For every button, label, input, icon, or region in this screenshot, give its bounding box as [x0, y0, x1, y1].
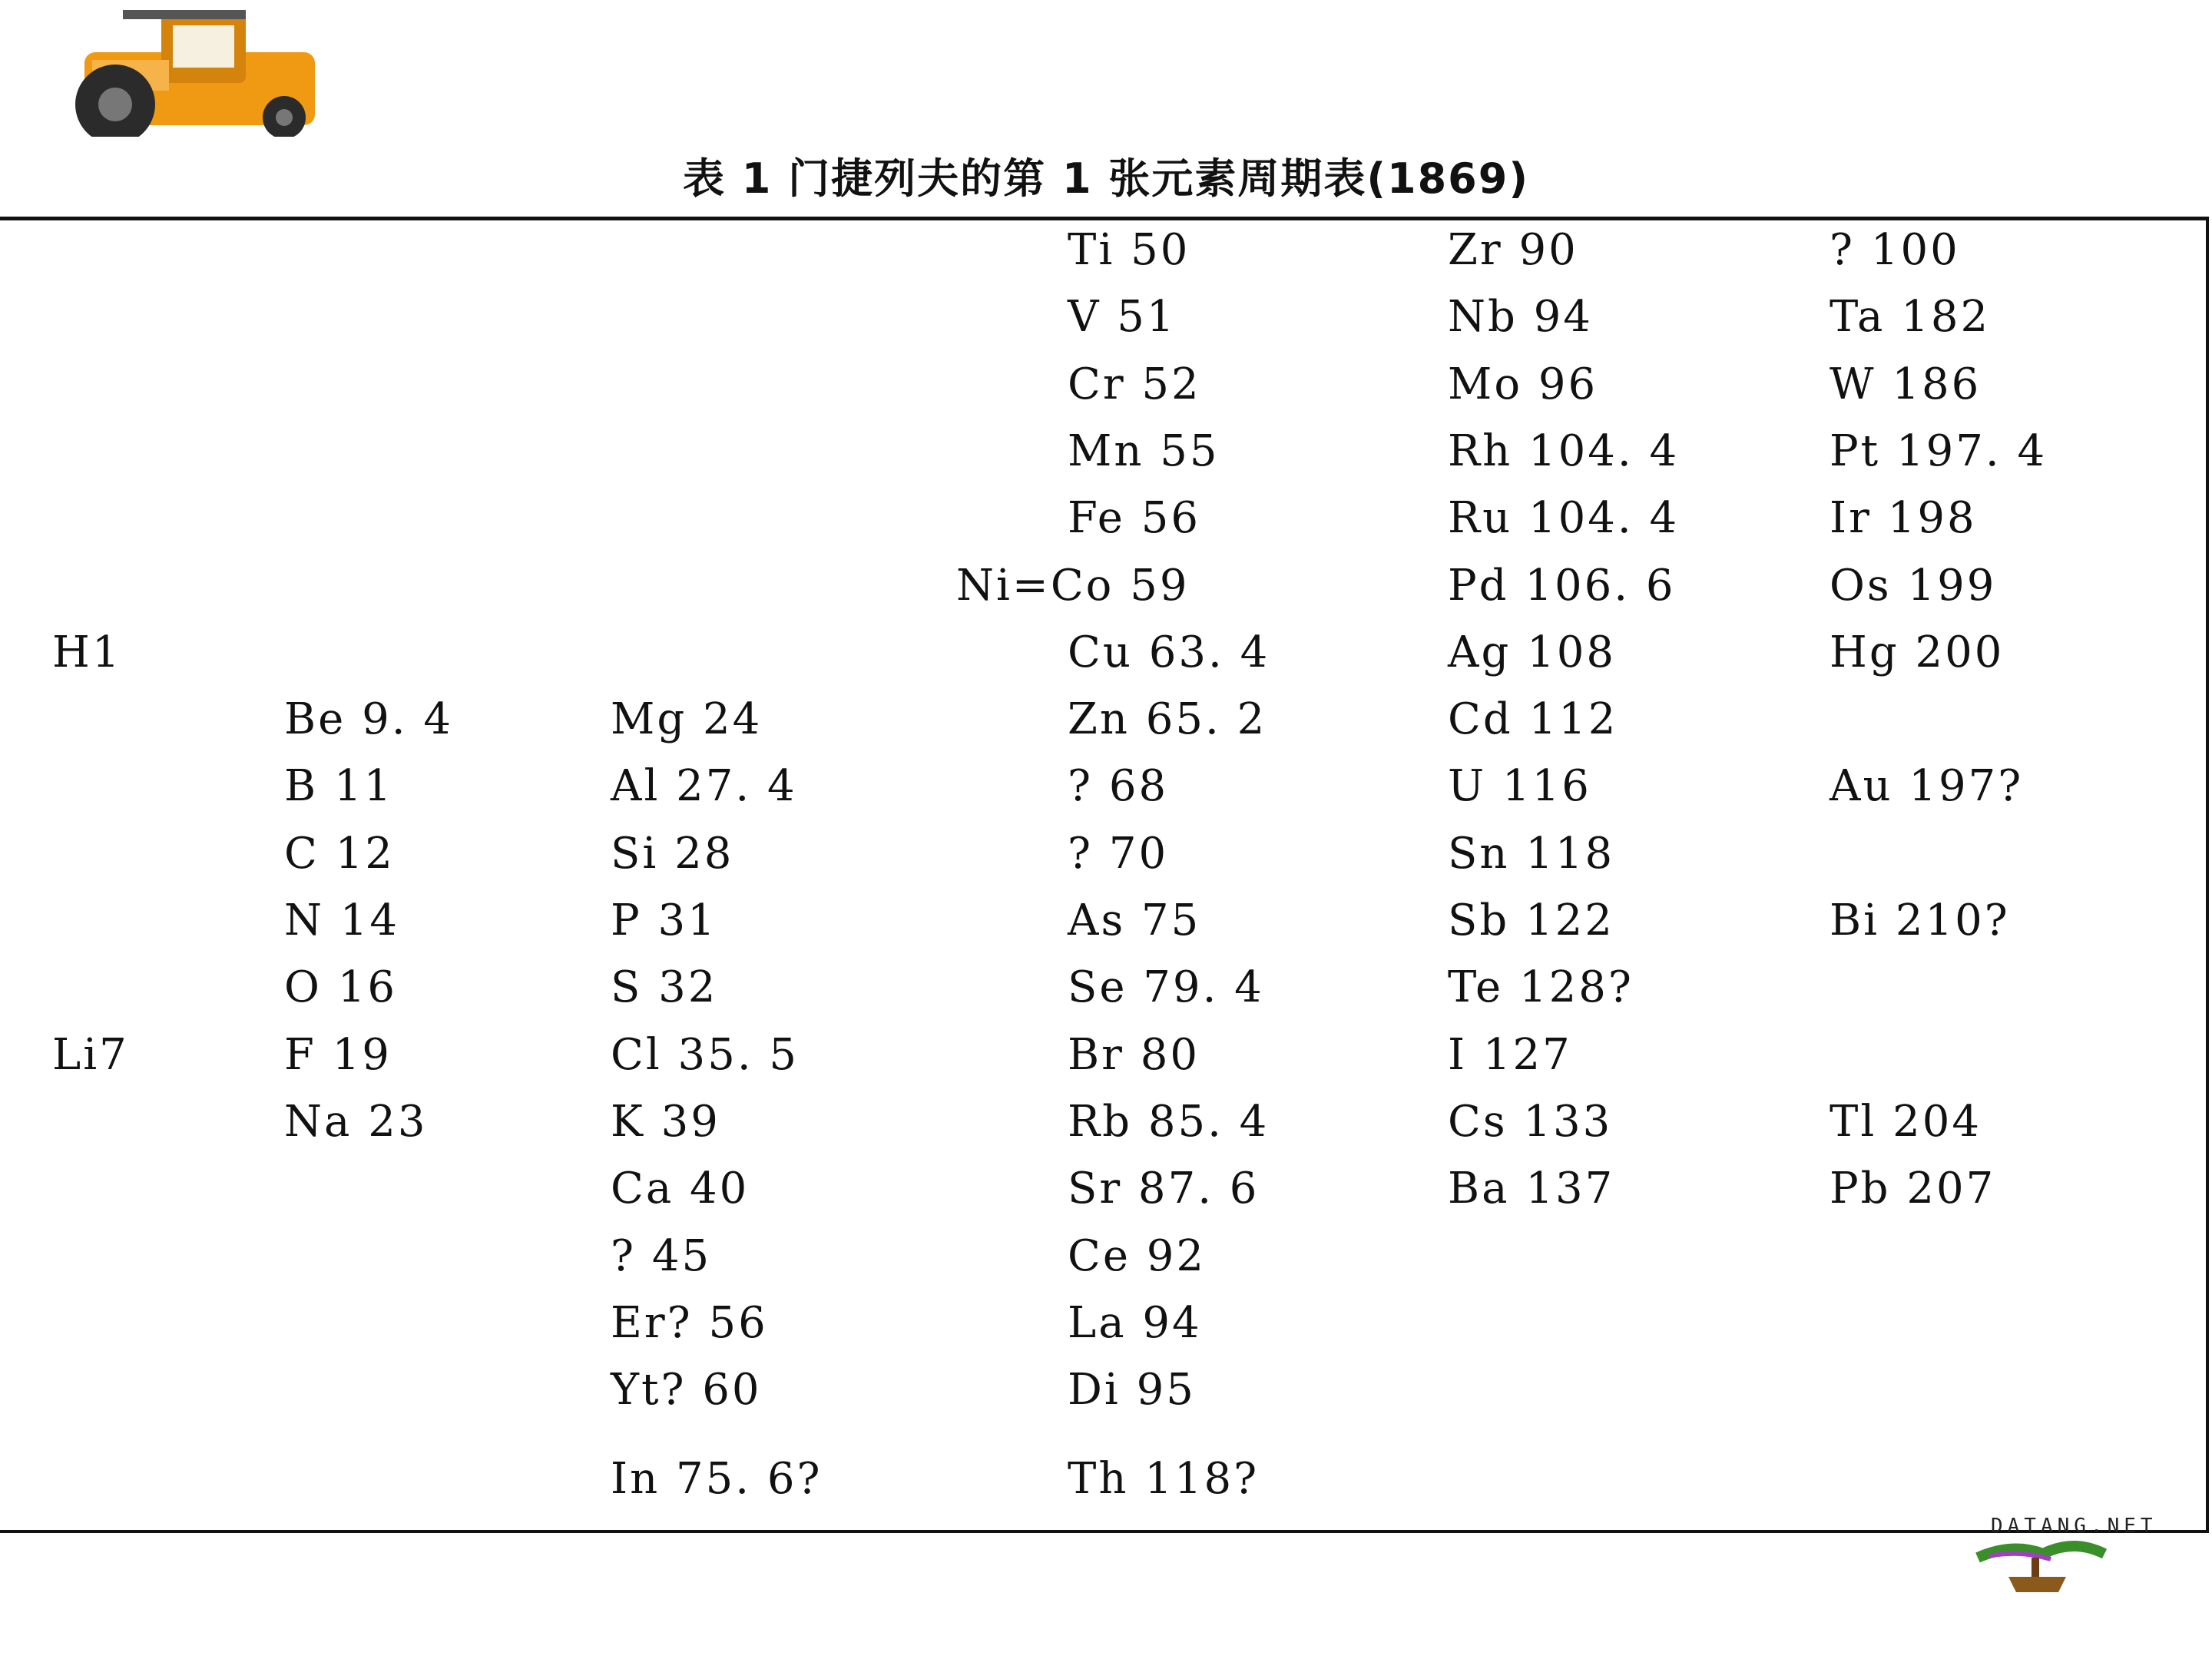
element-cell: Di 95: [1068, 1365, 1196, 1416]
element-cell: Bi 210?: [1830, 896, 2010, 945]
element-cell: Tl 204: [1830, 1096, 1982, 1147]
element-cell: Hg 200: [1830, 627, 2005, 677]
element-cell: Os 199: [1830, 560, 1997, 611]
element-cell: Ru 104. 4: [1448, 493, 1680, 544]
element-cell: O 16: [284, 962, 397, 1013]
element-cell: Cd 112: [1448, 694, 1618, 745]
element-cell: Ta 182: [1830, 292, 1991, 343]
element-cell: H1: [52, 627, 122, 677]
element-cell: Ag 108: [1448, 627, 1616, 677]
logo-text: DATANG.NET: [1991, 1515, 2157, 1538]
element-cell: Te 128?: [1448, 962, 1634, 1013]
element-cell: Ni=Co 59: [956, 560, 1190, 611]
element-cell: Ce 92: [1068, 1230, 1207, 1281]
element-cell: Al 27. 4: [611, 761, 797, 812]
table-title: 表 1 门捷列夫的第 1 张元素周期表(1869): [683, 154, 1529, 203]
element-cell: ? 70: [1068, 828, 1169, 879]
element-cell: In 75. 6?: [611, 1454, 823, 1505]
element-cell: ? 45: [611, 1230, 712, 1281]
element-cell: La 94: [1068, 1297, 1202, 1348]
element-cell: Se 79. 4: [1068, 962, 1264, 1013]
element-cell: Cs 133: [1448, 1096, 1613, 1147]
element-cell: Ca 40: [611, 1164, 750, 1214]
element-cell: Mn 55: [1068, 426, 1220, 476]
element-cell: Si 28: [611, 828, 734, 879]
element-cell: Zr 90: [1448, 225, 1578, 275]
element-cell: Cu 63. 4: [1068, 627, 1270, 677]
element-cell: K 39: [611, 1096, 720, 1147]
element-cell: N 14: [284, 896, 400, 945]
element-cell: Sr 87. 6: [1068, 1164, 1260, 1214]
element-cell: P 31: [611, 896, 717, 945]
element-cell: Pd 106. 6: [1448, 560, 1676, 611]
element-cell: Pt 197. 4: [1830, 426, 2048, 476]
tractor-icon: [31, 6, 323, 137]
element-cell: Cl 35. 5: [611, 1029, 800, 1080]
element-cell: Sb 122: [1448, 896, 1614, 945]
element-cell: Li7: [52, 1029, 129, 1080]
element-cell: Mg 24: [611, 694, 763, 745]
element-cell: Yt? 60: [611, 1365, 762, 1416]
element-cell: Cr 52: [1068, 359, 1201, 409]
element-cell: B 11: [284, 761, 394, 812]
element-cell: Be 9. 4: [284, 694, 453, 745]
element-cell: Ba 137: [1448, 1164, 1615, 1214]
element-cell: Rb 85. 4: [1068, 1096, 1270, 1147]
element-cell: Na 23: [284, 1096, 428, 1147]
element-cell: W 186: [1830, 359, 1982, 409]
element-cell: V 51: [1068, 292, 1177, 343]
element-cell: Sn 118: [1448, 828, 1615, 879]
element-cell: As 75: [1068, 896, 1201, 945]
element-cell: Rh 104. 4: [1448, 426, 1680, 476]
element-cell: Nb 94: [1448, 292, 1593, 343]
element-cell: ? 68: [1068, 761, 1169, 812]
element-cell: F 19: [284, 1029, 392, 1080]
element-cell: Au 197?: [1830, 761, 2024, 812]
element-cell: I 127: [1448, 1029, 1572, 1080]
element-cell: Th 118?: [1068, 1454, 1260, 1505]
element-cell: Ti 50: [1068, 225, 1190, 275]
element-cell: ? 100: [1830, 225, 1960, 275]
element-cell: Fe 56: [1068, 493, 1200, 544]
element-cell: Er? 56: [611, 1297, 768, 1348]
element-cell: Mo 96: [1448, 359, 1598, 409]
element-cell: Ir 198: [1830, 493, 1977, 544]
element-cell: Pb 207: [1830, 1164, 1996, 1214]
element-cell: Zn 65. 2: [1068, 694, 1267, 745]
element-cell: U 116: [1448, 761, 1591, 812]
element-cell: C 12: [284, 828, 395, 879]
element-cell: S 32: [611, 962, 718, 1013]
element-cell: Br 80: [1068, 1029, 1200, 1080]
